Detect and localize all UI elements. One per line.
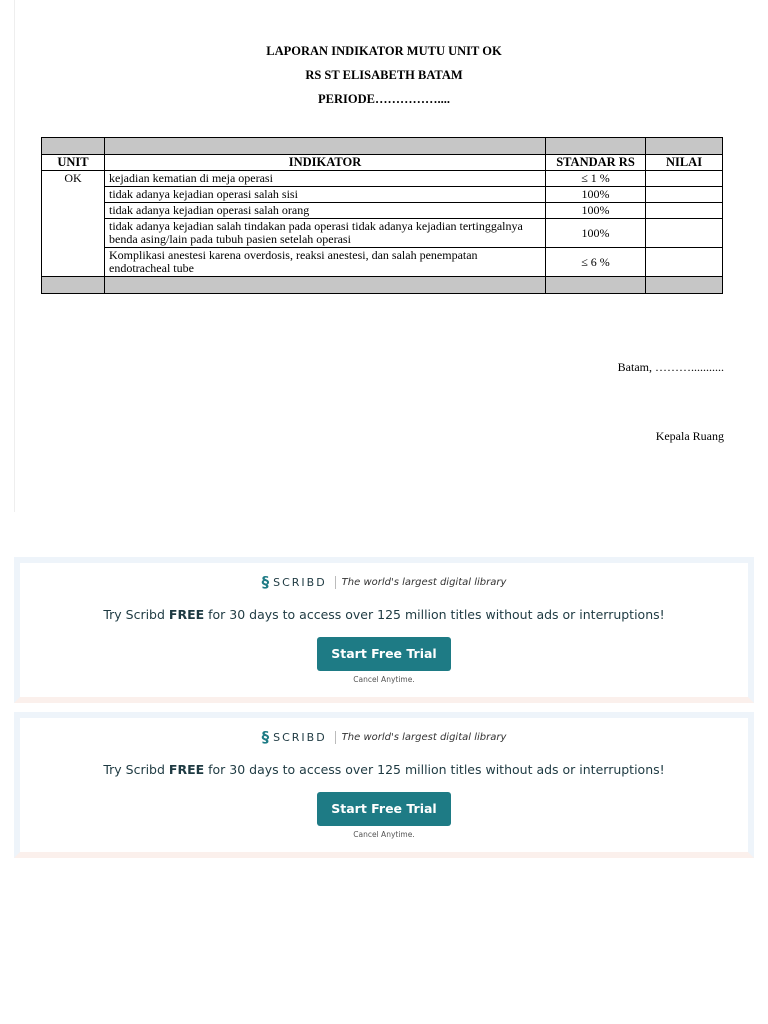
brand-name: SCRIBD <box>273 731 336 744</box>
header-nilai: NILAI <box>646 155 723 171</box>
report-title: LAPORAN INDIKATOR MUTU UNIT OK <box>266 44 502 58</box>
table-wrapper <box>41 137 723 317</box>
nilai-cell <box>646 219 723 248</box>
hospital-name: RS ST ELISABETH BATAM <box>305 68 463 82</box>
brand-row <box>20 573 748 591</box>
indikator-cell: tidak adanya kejadian salah tindakan pada operasi tidak adanya kejadian tertinggalnya benda asing/lain pada tubuh pasien setelah operasi <box>105 219 546 248</box>
table-row <box>42 187 723 203</box>
place-date: Batam, ………........... <box>617 360 724 374</box>
standar-cell: 100% <box>546 203 646 219</box>
standar-cell: ≤ 6 % <box>546 248 646 277</box>
scribd-promo-banner <box>14 712 754 858</box>
start-free-trial-button[interactable]: Start Free Trial <box>317 792 451 826</box>
promo-message: Try Scribd FREE for 30 days to access over 125 million titles without ads or interruptions! <box>103 762 665 777</box>
standar-cell: ≤ 1 % <box>546 171 646 187</box>
brand-tagline: The world's largest digital library <box>341 731 507 743</box>
brand-name: SCRIBD <box>273 576 336 589</box>
unit-cell: OK <box>42 171 105 277</box>
cancel-anytime-note: Cancel Anytime. <box>353 675 415 684</box>
scribd-promo-banner <box>14 557 754 703</box>
table-shade-row <box>42 277 723 294</box>
table-row <box>42 171 723 187</box>
standar-cell: 100% <box>546 187 646 203</box>
indikator-cell: Komplikasi anestesi karena overdosis, reaksi anestesi, dan salah penempatan endotracheal tube <box>105 248 546 277</box>
nilai-cell <box>646 203 723 219</box>
indikator-cell: tidak adanya kejadian operasi salah orang <box>105 203 546 219</box>
indikator-cell: tidak adanya kejadian operasi salah sisi <box>105 187 546 203</box>
brand-row <box>20 728 748 746</box>
table-shade-row <box>42 138 723 155</box>
signatory-title: Kepala Ruang <box>655 429 724 443</box>
indicator-table <box>41 137 723 294</box>
nilai-cell <box>646 187 723 203</box>
table-row <box>42 248 723 277</box>
start-free-trial-button[interactable]: Start Free Trial <box>317 637 451 671</box>
standar-cell: 100% <box>546 219 646 248</box>
header-indikator: INDIKATOR <box>105 155 546 171</box>
scribd-logo-icon: § <box>261 728 270 746</box>
brand-tagline: The world's largest digital library <box>341 576 507 588</box>
header-standar: STANDAR RS <box>546 155 646 171</box>
nilai-cell <box>646 248 723 277</box>
cancel-anytime-note: Cancel Anytime. <box>353 830 415 839</box>
table-header-row <box>42 155 723 171</box>
promo-message: Try Scribd FREE for 30 days to access over 125 million titles without ads or interruptions! <box>103 607 665 622</box>
period-line: PERIODE…………….... <box>318 92 450 106</box>
indikator-cell: kejadian kematian di meja operasi <box>105 171 546 187</box>
table-row <box>42 203 723 219</box>
scribd-logo-icon: § <box>261 573 270 591</box>
nilai-cell <box>646 171 723 187</box>
table-row <box>42 219 723 248</box>
header-unit: UNIT <box>42 155 105 171</box>
